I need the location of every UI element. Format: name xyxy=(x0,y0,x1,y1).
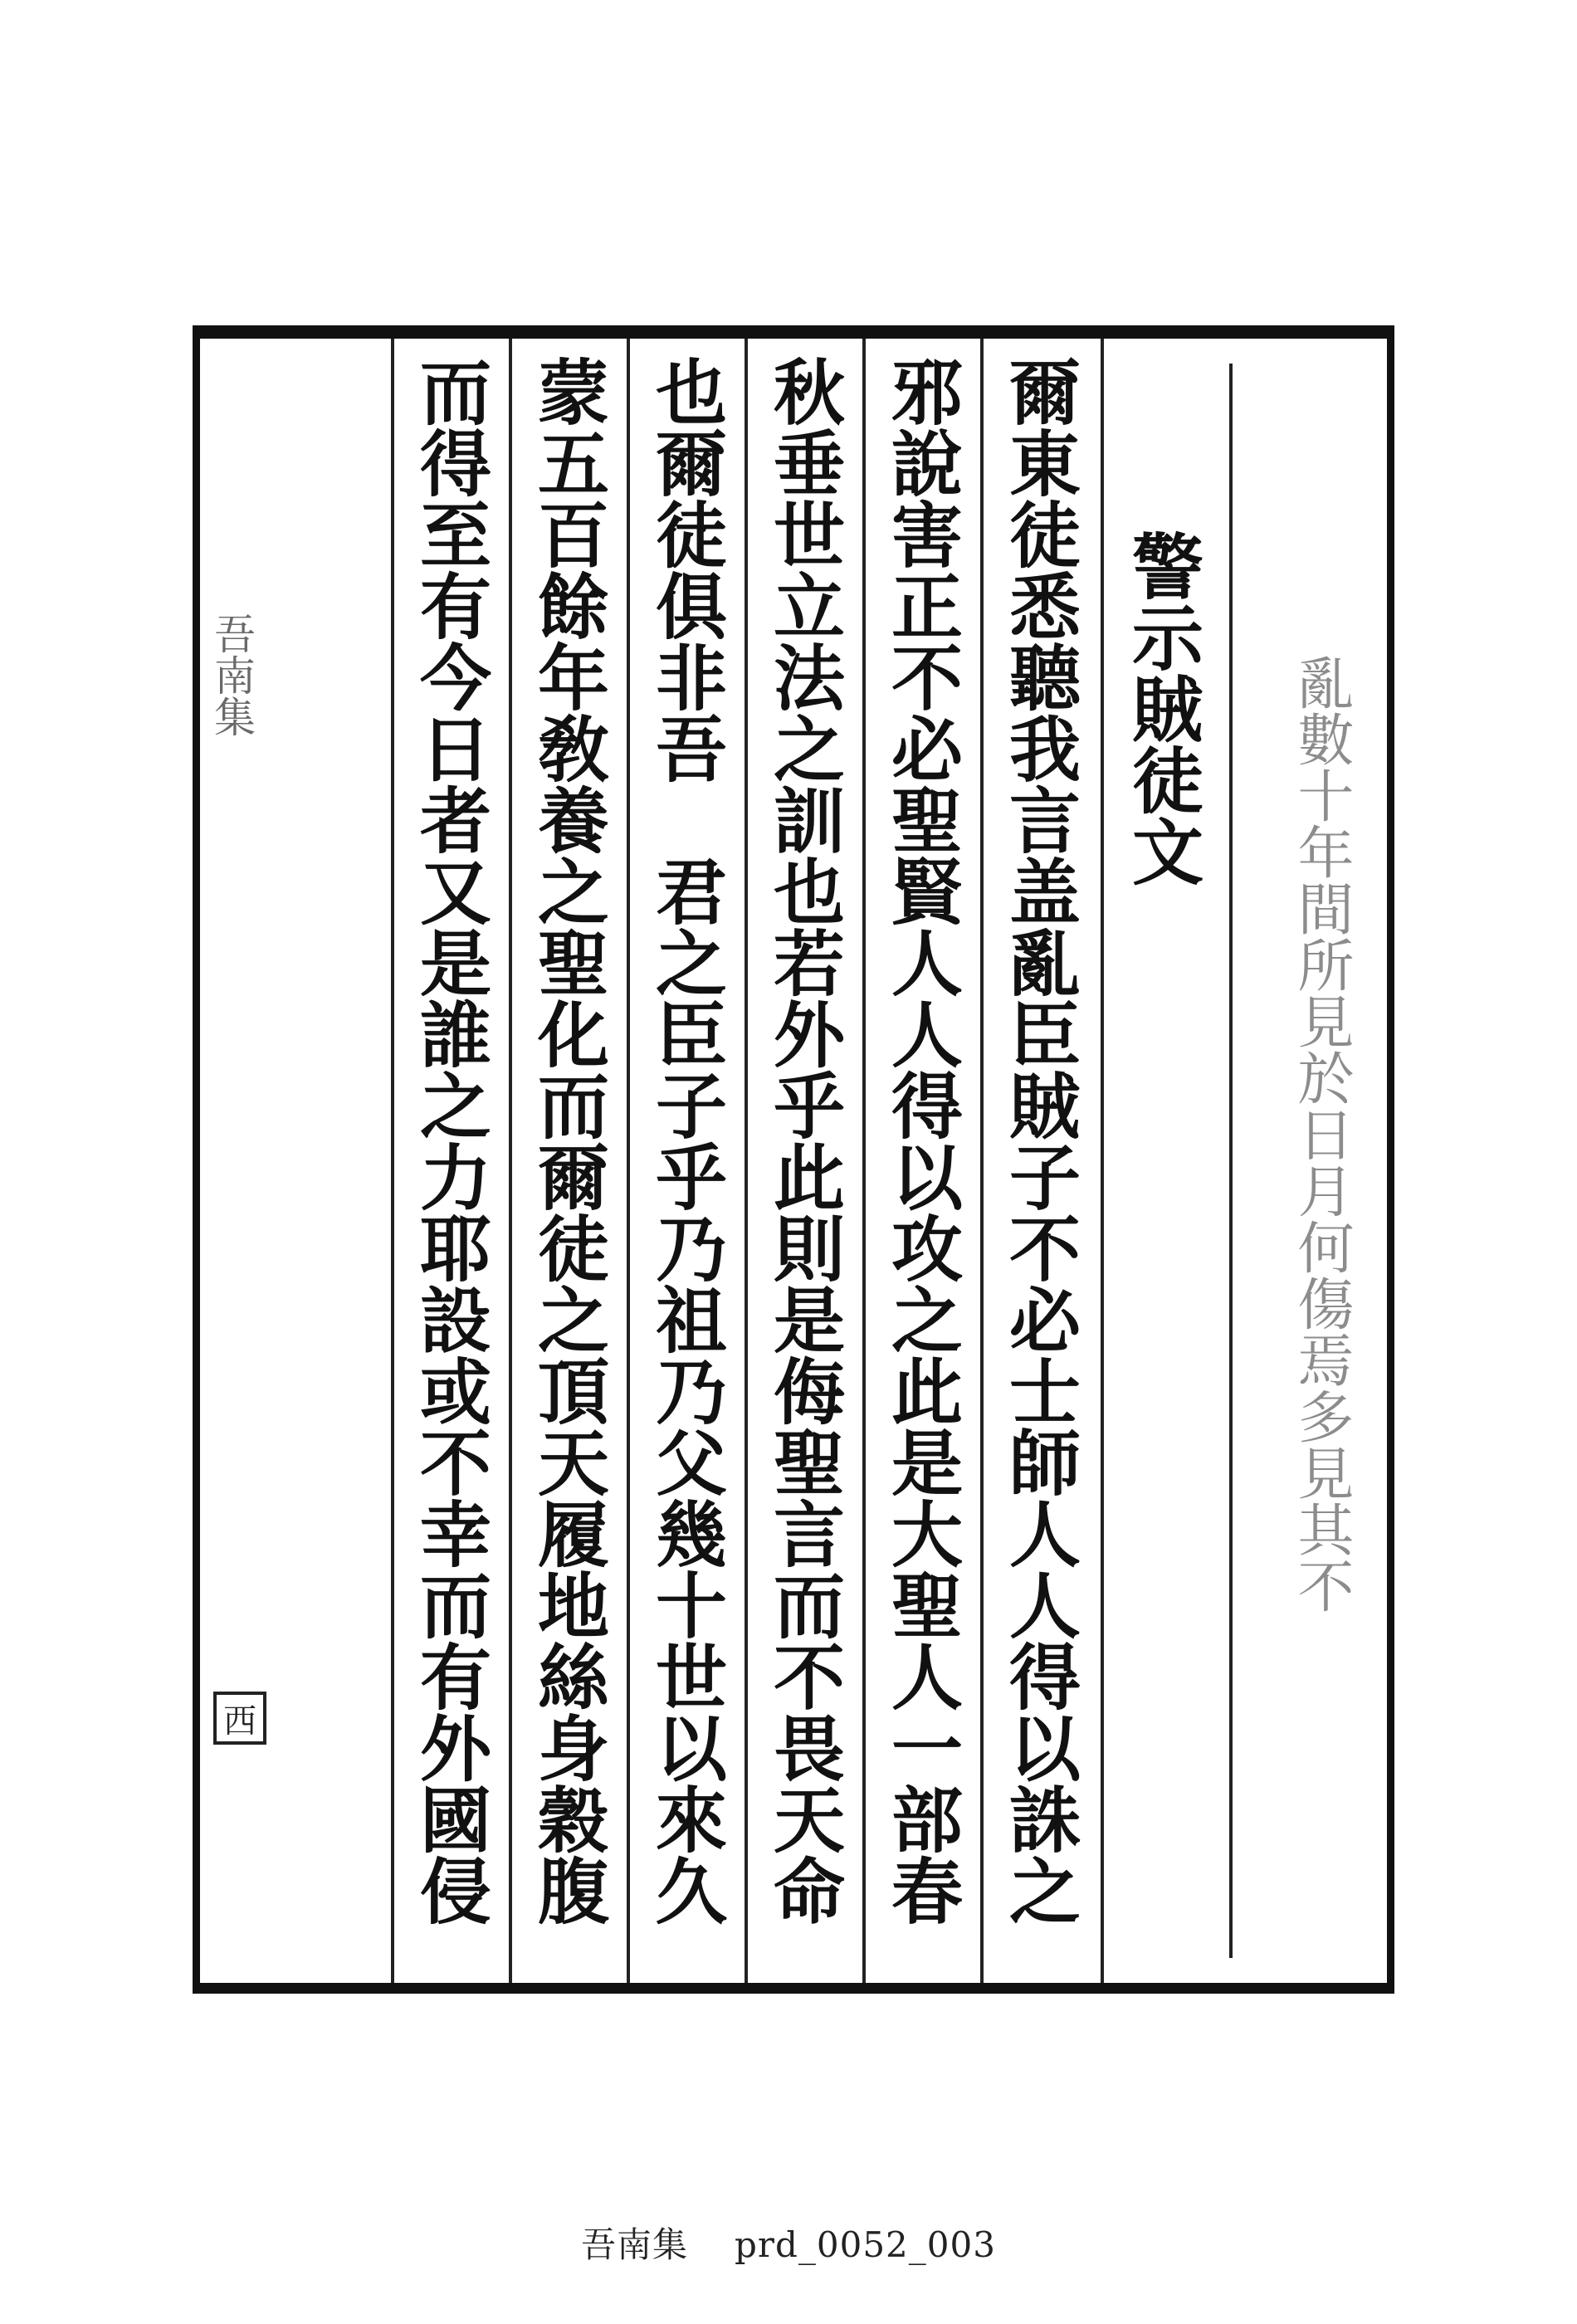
document-title: 警示賊徒文 xyxy=(1120,530,1204,886)
column-rule xyxy=(627,339,630,1983)
footer-collection: 吾南集 xyxy=(581,2224,689,2265)
column-rule xyxy=(980,339,984,1983)
footer-caption xyxy=(0,2218,1577,2268)
column-rule xyxy=(862,339,866,1983)
column-rule xyxy=(1229,364,1233,1958)
footer-page-id: prd_0052_003 xyxy=(735,2224,996,2265)
text-column-5: 蒙五百餘年敎養之聖化而爾徒之頂天履地絲身穀腹 xyxy=(525,355,609,1926)
column-rule xyxy=(391,339,394,1983)
text-column-1: 爾東徒悉聽我言盖亂臣賊子不必士師人人得以誅之 xyxy=(997,355,1081,1926)
column-rule xyxy=(509,339,512,1983)
margin-seal: 西 xyxy=(213,1692,266,1745)
faint-bleed-text: 亂數十年間所見於日月何傷焉多見其不 xyxy=(1288,654,1354,1614)
text-column-6: 而得至有今日者又是誰之力耶設或不幸而有外國侵 xyxy=(408,355,491,1926)
text-column-4: 也爾徒俱非吾 君之臣子乎乃祖乃父幾十世以來久 xyxy=(643,355,727,1926)
margin-book-title: 吾南集 xyxy=(208,613,256,737)
column-rule xyxy=(745,339,748,1983)
page-frame xyxy=(193,325,1394,1994)
column-rule xyxy=(1101,339,1104,1983)
text-column-2: 邪說害正不必聖賢人人得以攻之此是大聖人一部春 xyxy=(879,355,963,1926)
text-column-3: 秋垂世立法之訓也若外乎此則是侮聖言而不畏天命 xyxy=(761,355,845,1926)
